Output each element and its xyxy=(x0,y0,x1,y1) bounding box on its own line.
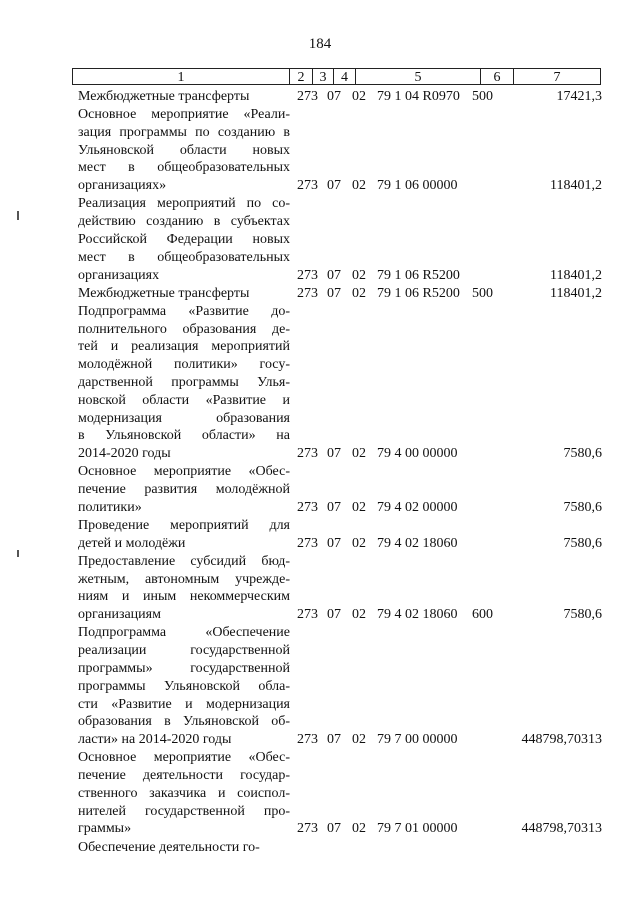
code-c3: 07 xyxy=(327,178,341,194)
description-line: граммы» xyxy=(78,821,132,837)
description-line: Межбюджетные трансферты xyxy=(78,89,250,104)
code-c2: 273 xyxy=(297,732,318,748)
page-number: 184 xyxy=(308,36,332,52)
description-line: Российской Федерации новых xyxy=(78,231,290,247)
row-description xyxy=(78,195,290,284)
description-line: детей и молодёжи xyxy=(78,535,186,551)
scan-speck xyxy=(17,211,19,220)
description-line: действию созданию в субъектах xyxy=(78,214,290,230)
header-col-5: 5 xyxy=(355,68,481,85)
code-c5: 79 4 02 18060 xyxy=(377,535,458,551)
code-c5: 79 1 06 00000 xyxy=(377,178,458,194)
code-c4: 02 xyxy=(352,535,366,551)
description-line: модернизация образования xyxy=(78,410,290,426)
code-c2: 273 xyxy=(297,607,318,623)
row-description xyxy=(78,285,290,303)
code-c5: 79 7 00 00000 xyxy=(377,732,458,748)
header-col-7: 7 xyxy=(513,68,601,85)
description-line: новской области «Развитие и xyxy=(78,392,290,408)
row-amount: 118401,2 xyxy=(550,267,602,283)
header-col-3: 3 xyxy=(312,68,334,85)
row-description xyxy=(78,463,290,516)
code-c6: 500 xyxy=(472,285,493,301)
description-line: Предоставление субсидий бюд- xyxy=(78,553,290,569)
code-c4: 02 xyxy=(352,499,366,515)
code-c3: 07 xyxy=(327,821,341,837)
description-line: тей и реализация мероприятий xyxy=(78,339,290,355)
description-line: Подпрограмма «Обеспечение xyxy=(78,625,290,641)
row-amount: 7580,6 xyxy=(563,499,602,515)
description-line: организациям xyxy=(78,607,161,623)
description-line: политики» xyxy=(78,499,142,515)
description-line: в Ульяновской области» на xyxy=(78,428,290,444)
description-line: организациях» xyxy=(78,178,167,194)
code-c4: 02 xyxy=(352,732,366,748)
description-line: ственного заказчика и соиспол- xyxy=(78,785,290,801)
code-c2: 273 xyxy=(297,821,318,837)
description-line: полнительного образования де- xyxy=(78,321,290,337)
code-c5: 79 1 04 R0970 xyxy=(377,89,460,104)
description-line: реализации государственной xyxy=(78,643,290,659)
code-c3: 07 xyxy=(327,446,341,462)
code-c6: 500 xyxy=(472,89,493,104)
description-line: организациях xyxy=(78,267,160,283)
code-c5: 79 4 02 00000 xyxy=(377,499,458,515)
header-col-1: 1 xyxy=(72,68,290,85)
description-line: нителей государственной про- xyxy=(78,803,290,819)
code-c4: 02 xyxy=(352,607,366,623)
code-c4: 02 xyxy=(352,446,366,462)
code-c4: 02 xyxy=(352,821,366,837)
code-c5: 79 7 01 00000 xyxy=(377,821,458,837)
code-c3: 07 xyxy=(327,499,341,515)
description-line: Обеспечение деятельности го- xyxy=(78,839,260,855)
code-c3: 07 xyxy=(327,285,341,301)
row-description xyxy=(78,88,290,106)
description-line: Межбюджетные трансферты xyxy=(78,285,250,301)
description-line: ласти» на 2014-2020 годы xyxy=(78,732,232,748)
description-line: Реализация мероприятий по со- xyxy=(78,196,290,212)
description-line: мест в общеобразовательных xyxy=(78,249,290,265)
header-col-6: 6 xyxy=(480,68,514,85)
description-line: Основное мероприятие «Обес- xyxy=(78,750,290,766)
code-c2: 273 xyxy=(297,446,318,462)
code-c3: 07 xyxy=(327,89,341,104)
code-c6: 600 xyxy=(472,607,493,623)
code-c3: 07 xyxy=(327,732,341,748)
description-line: дарственной программы Улья- xyxy=(78,374,290,390)
row-description xyxy=(78,839,290,857)
description-line: 2014-2020 годы xyxy=(78,446,171,462)
row-amount: 7580,6 xyxy=(563,446,602,462)
row-description xyxy=(78,517,290,553)
row-amount: 118401,2 xyxy=(550,178,602,194)
code-c4: 02 xyxy=(352,178,366,194)
row-amount: 448798,70313 xyxy=(521,821,602,837)
code-c4: 02 xyxy=(352,89,366,104)
code-c4: 02 xyxy=(352,267,366,283)
description-line: Основное мероприятие «Реали- xyxy=(78,107,290,123)
row-amount: 7580,6 xyxy=(563,607,602,623)
row-amount: 118401,2 xyxy=(550,285,602,301)
header-col-2: 2 xyxy=(289,68,313,85)
description-line: программы» государственной xyxy=(78,660,290,676)
row-amount: 7580,6 xyxy=(563,535,602,551)
code-c3: 07 xyxy=(327,607,341,623)
description-line: ниям и иным некоммерческим xyxy=(78,589,290,605)
code-c5: 79 1 06 R5200 xyxy=(377,285,460,301)
code-c2: 273 xyxy=(297,89,318,104)
code-c5: 79 4 00 00000 xyxy=(377,446,458,462)
header-col-4: 4 xyxy=(333,68,356,85)
code-c2: 273 xyxy=(297,285,318,301)
description-line: сти «Развитие и модернизация xyxy=(78,696,290,712)
description-line: программы Ульяновской обла- xyxy=(78,678,290,694)
description-line: мест в общеобразовательных xyxy=(78,160,290,176)
description-line: печение развития молодёжной xyxy=(78,482,290,498)
row-description xyxy=(78,303,290,463)
description-line: зация программы по созданию в xyxy=(78,124,290,140)
description-line: Ульяновской области новых xyxy=(78,142,290,158)
code-c3: 07 xyxy=(327,535,341,551)
code-c2: 273 xyxy=(297,535,318,551)
code-c4: 02 xyxy=(352,285,366,301)
row-description xyxy=(78,624,290,749)
row-amount: 17421,3 xyxy=(556,89,602,104)
row-description xyxy=(78,749,290,838)
code-c5: 79 4 02 18060 xyxy=(377,607,458,623)
description-line: жетным, автономным учрежде- xyxy=(78,571,290,587)
scan-speck xyxy=(17,550,19,557)
description-line: Подпрограмма «Развитие до- xyxy=(78,303,290,319)
row-description xyxy=(78,553,290,624)
code-c2: 273 xyxy=(297,178,318,194)
description-line: молодёжной политики» госу- xyxy=(78,357,290,373)
code-c2: 273 xyxy=(297,499,318,515)
row-amount: 448798,70313 xyxy=(521,732,602,748)
description-line: печение деятельности государ- xyxy=(78,768,290,784)
code-c5: 79 1 06 R5200 xyxy=(377,267,460,283)
code-c2: 273 xyxy=(297,267,318,283)
description-line: Проведение мероприятий для xyxy=(78,518,290,533)
description-line: образования в Ульяновской об- xyxy=(78,714,290,730)
row-description xyxy=(78,106,290,195)
description-line: Основное мероприятие «Обес- xyxy=(78,464,290,480)
code-c3: 07 xyxy=(327,267,341,283)
